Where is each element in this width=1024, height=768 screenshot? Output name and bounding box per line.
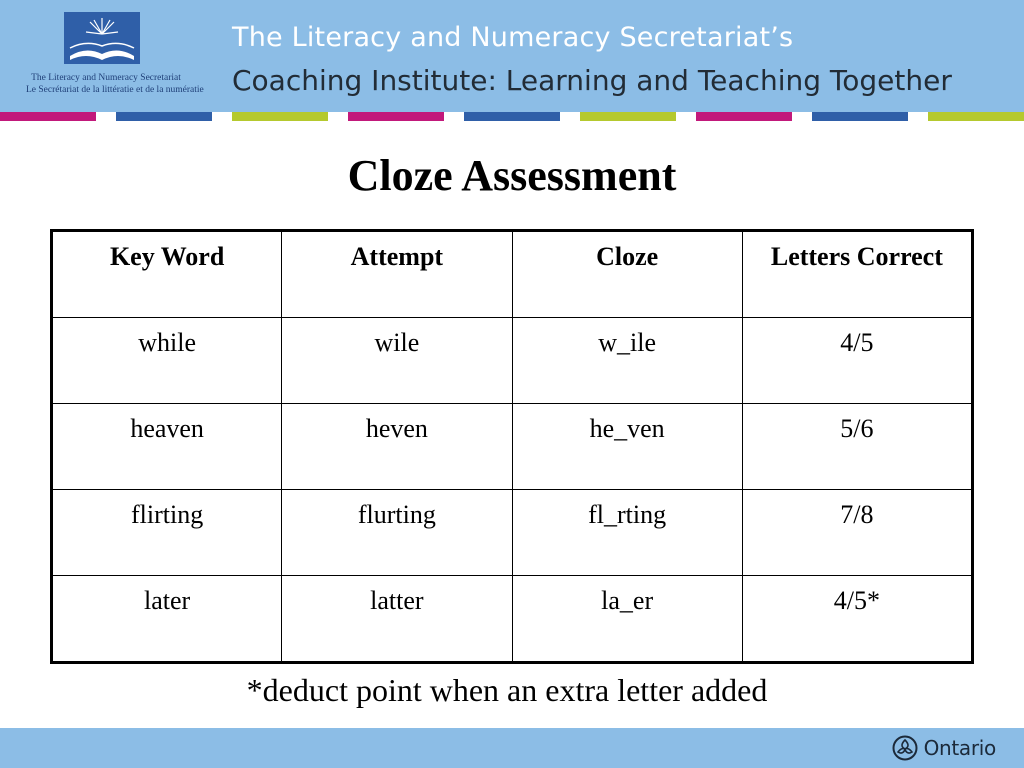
stripe-segment: [116, 112, 212, 121]
column-header: Key Word: [52, 231, 282, 318]
cloze-table: [50, 229, 974, 664]
stripe-segment: [928, 112, 1024, 121]
ontario-logo: [892, 734, 996, 762]
key-word-cell: while: [52, 318, 282, 404]
stripe-segment: [812, 112, 908, 121]
letters-correct-cell: 4/5*: [742, 576, 972, 663]
key-word-cell: flirting: [52, 490, 282, 576]
cloze-cell: w_ile: [512, 318, 742, 404]
stripe-segment: [464, 112, 560, 121]
attempt-cell: latter: [282, 576, 512, 663]
column-header: Letters Correct: [742, 231, 972, 318]
stripe-segment: [348, 112, 444, 121]
stripe-segment: [696, 112, 792, 121]
key-word-cell: later: [52, 576, 282, 663]
stripe-segment: [0, 112, 96, 121]
table-row: [52, 318, 973, 404]
letters-correct-cell: 5/6: [742, 404, 972, 490]
letters-correct-cell: 4/5: [742, 318, 972, 404]
key-word-cell: heaven: [52, 404, 282, 490]
column-header: Cloze: [512, 231, 742, 318]
column-header: Attempt: [282, 231, 512, 318]
attempt-cell: wile: [282, 318, 512, 404]
ontario-wordmark: Ontario: [923, 736, 996, 760]
header-secretariat-title: The Literacy and Numeracy Secretariat’s: [232, 22, 794, 53]
book-fireworks-icon: [64, 12, 140, 64]
stripe-segment: [232, 112, 328, 121]
lns-logo: [26, 12, 204, 102]
cloze-cell: he_ven: [512, 404, 742, 490]
trillium-icon: [892, 735, 918, 761]
table-header-row: [52, 231, 973, 318]
attempt-cell: flurting: [282, 490, 512, 576]
cloze-cell: la_er: [512, 576, 742, 663]
cloze-cell: fl_rting: [512, 490, 742, 576]
stripe-segment: [580, 112, 676, 121]
header-institute-title: Coaching Institute: Learning and Teaching Together: [232, 64, 952, 97]
attempt-cell: heven: [282, 404, 512, 490]
table-row: [52, 404, 973, 490]
letters-correct-cell: 7/8: [742, 490, 972, 576]
logo-text-english: The Literacy and Numeracy Secretariat: [31, 73, 181, 83]
logo-text-french: Le Secrétariat de la littératie et de la numératie: [26, 85, 204, 95]
table-row: [52, 576, 973, 663]
table-row: [52, 490, 973, 576]
slide-title: Cloze Assessment: [347, 151, 677, 200]
color-stripe: [0, 112, 1024, 121]
slide-header: [0, 0, 1024, 112]
footnote: *deduct point when an extra letter added: [246, 672, 768, 708]
slide-footer: [0, 728, 1024, 768]
